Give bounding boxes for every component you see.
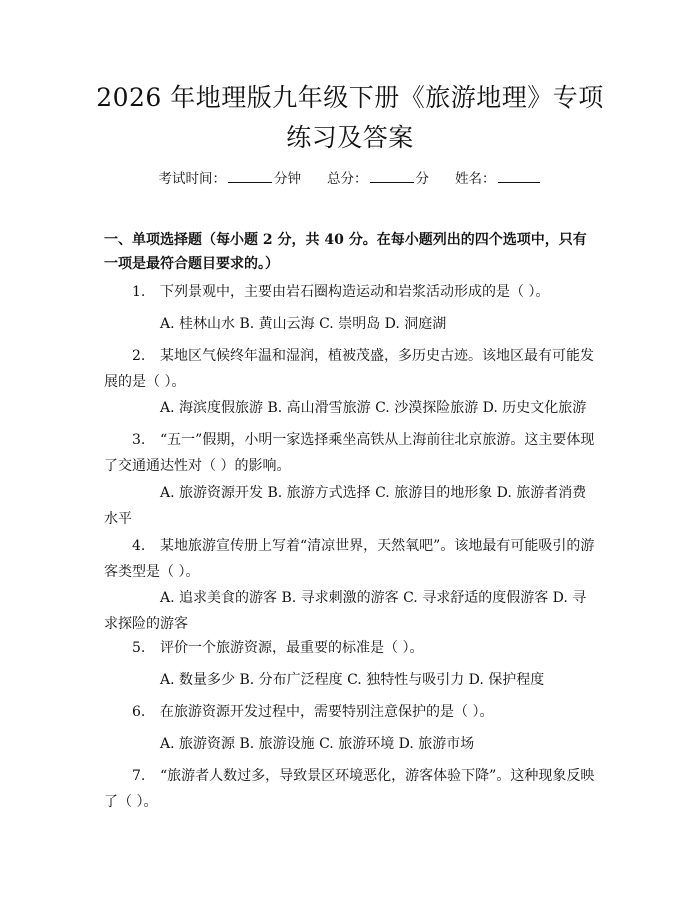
question-5-options: A. 数量多少 B. 分布广泛程度 C. 独特性与吸引力 D. 保护程度 <box>160 672 545 688</box>
time-label: 考试时间： <box>158 171 226 187</box>
question-4-options: A. 追求美食的游客 B. 寻求刺激的游客 C. 寻求舒适的度假游客 D. 寻求探险的游客 <box>104 590 587 632</box>
question-text: 评价一个旅游资源，最重要的标准是（ ）。 <box>160 640 424 656</box>
time-blank <box>228 168 272 183</box>
exam-info-line <box>0 168 700 189</box>
question-text: 某地旅游宣传册上写着“清凉世界，天然氧吧”。该地最有可能吸引的游客类型是（ ）。 <box>104 538 595 580</box>
question-text: 下列景观中，主要由岩石圈构造运动和岩浆活动形成的是（ ）。 <box>160 284 550 300</box>
question-number: 2. <box>132 348 146 364</box>
time-unit: 分钟 <box>274 171 301 187</box>
score-label: 总分： <box>327 171 368 187</box>
question-text: “旅游者人数过多，导致景区环境恶化，游客体验下降”。这种现象反映了（ ）。 <box>104 768 595 810</box>
question-number: 6. <box>132 704 146 720</box>
question-3 <box>104 427 600 479</box>
question-2-options: A. 海滨度假旅游 B. 高山滑雪旅游 C. 沙漠探险旅游 D. 历史文化旅游 <box>160 400 587 416</box>
question-number: 7. <box>132 768 146 784</box>
document-title <box>80 78 620 158</box>
question-number: 1. <box>132 284 146 300</box>
score-unit: 分 <box>415 171 429 187</box>
name-blank <box>498 168 540 183</box>
question-text: “五一”假期，小明一家选择乘坐高铁从上海前往北京旅游。这主要体现了交通通达性对（ ）的影响。 <box>104 432 595 474</box>
question-number: 4. <box>132 538 146 554</box>
section-heading: 一、单项选择题（每小题 2 分，共 40 分。在每小题列出的四个选项中，只有一项是最符合题目要求的。） <box>104 232 587 272</box>
question-number: 3. <box>132 432 146 448</box>
question-1 <box>104 279 600 305</box>
question-number: 5. <box>132 640 146 656</box>
title-line-2: 练习及答案 <box>286 123 414 152</box>
question-4 <box>104 533 600 585</box>
question-text: 在旅游资源开发过程中，需要特别注意保护的是（ ）。 <box>160 704 494 720</box>
question-5 <box>104 635 600 661</box>
question-7 <box>104 763 600 815</box>
name-label: 姓名： <box>455 171 496 187</box>
question-6 <box>104 699 600 725</box>
score-blank <box>370 168 414 183</box>
title-line-1: 2026 年地理版九年级下册《旅游地理》专项 <box>96 83 604 112</box>
question-1-options: A. 桂林山水 B. 黄山云海 C. 崇明岛 D. 洞庭湖 <box>160 316 447 332</box>
question-text: 某地区气候终年温和湿润，植被茂盛，多历史古迹。该地区最有可能发展的是（ ）。 <box>104 348 594 390</box>
question-6-options: A. 旅游资源 B. 旅游设施 C. 旅游环境 D. 旅游市场 <box>160 736 475 752</box>
question-2 <box>104 343 600 395</box>
question-3-options: A. 旅游资源开发 B. 旅游方式选择 C. 旅游目的地形象 D. 旅游者消费水平 <box>104 485 587 527</box>
